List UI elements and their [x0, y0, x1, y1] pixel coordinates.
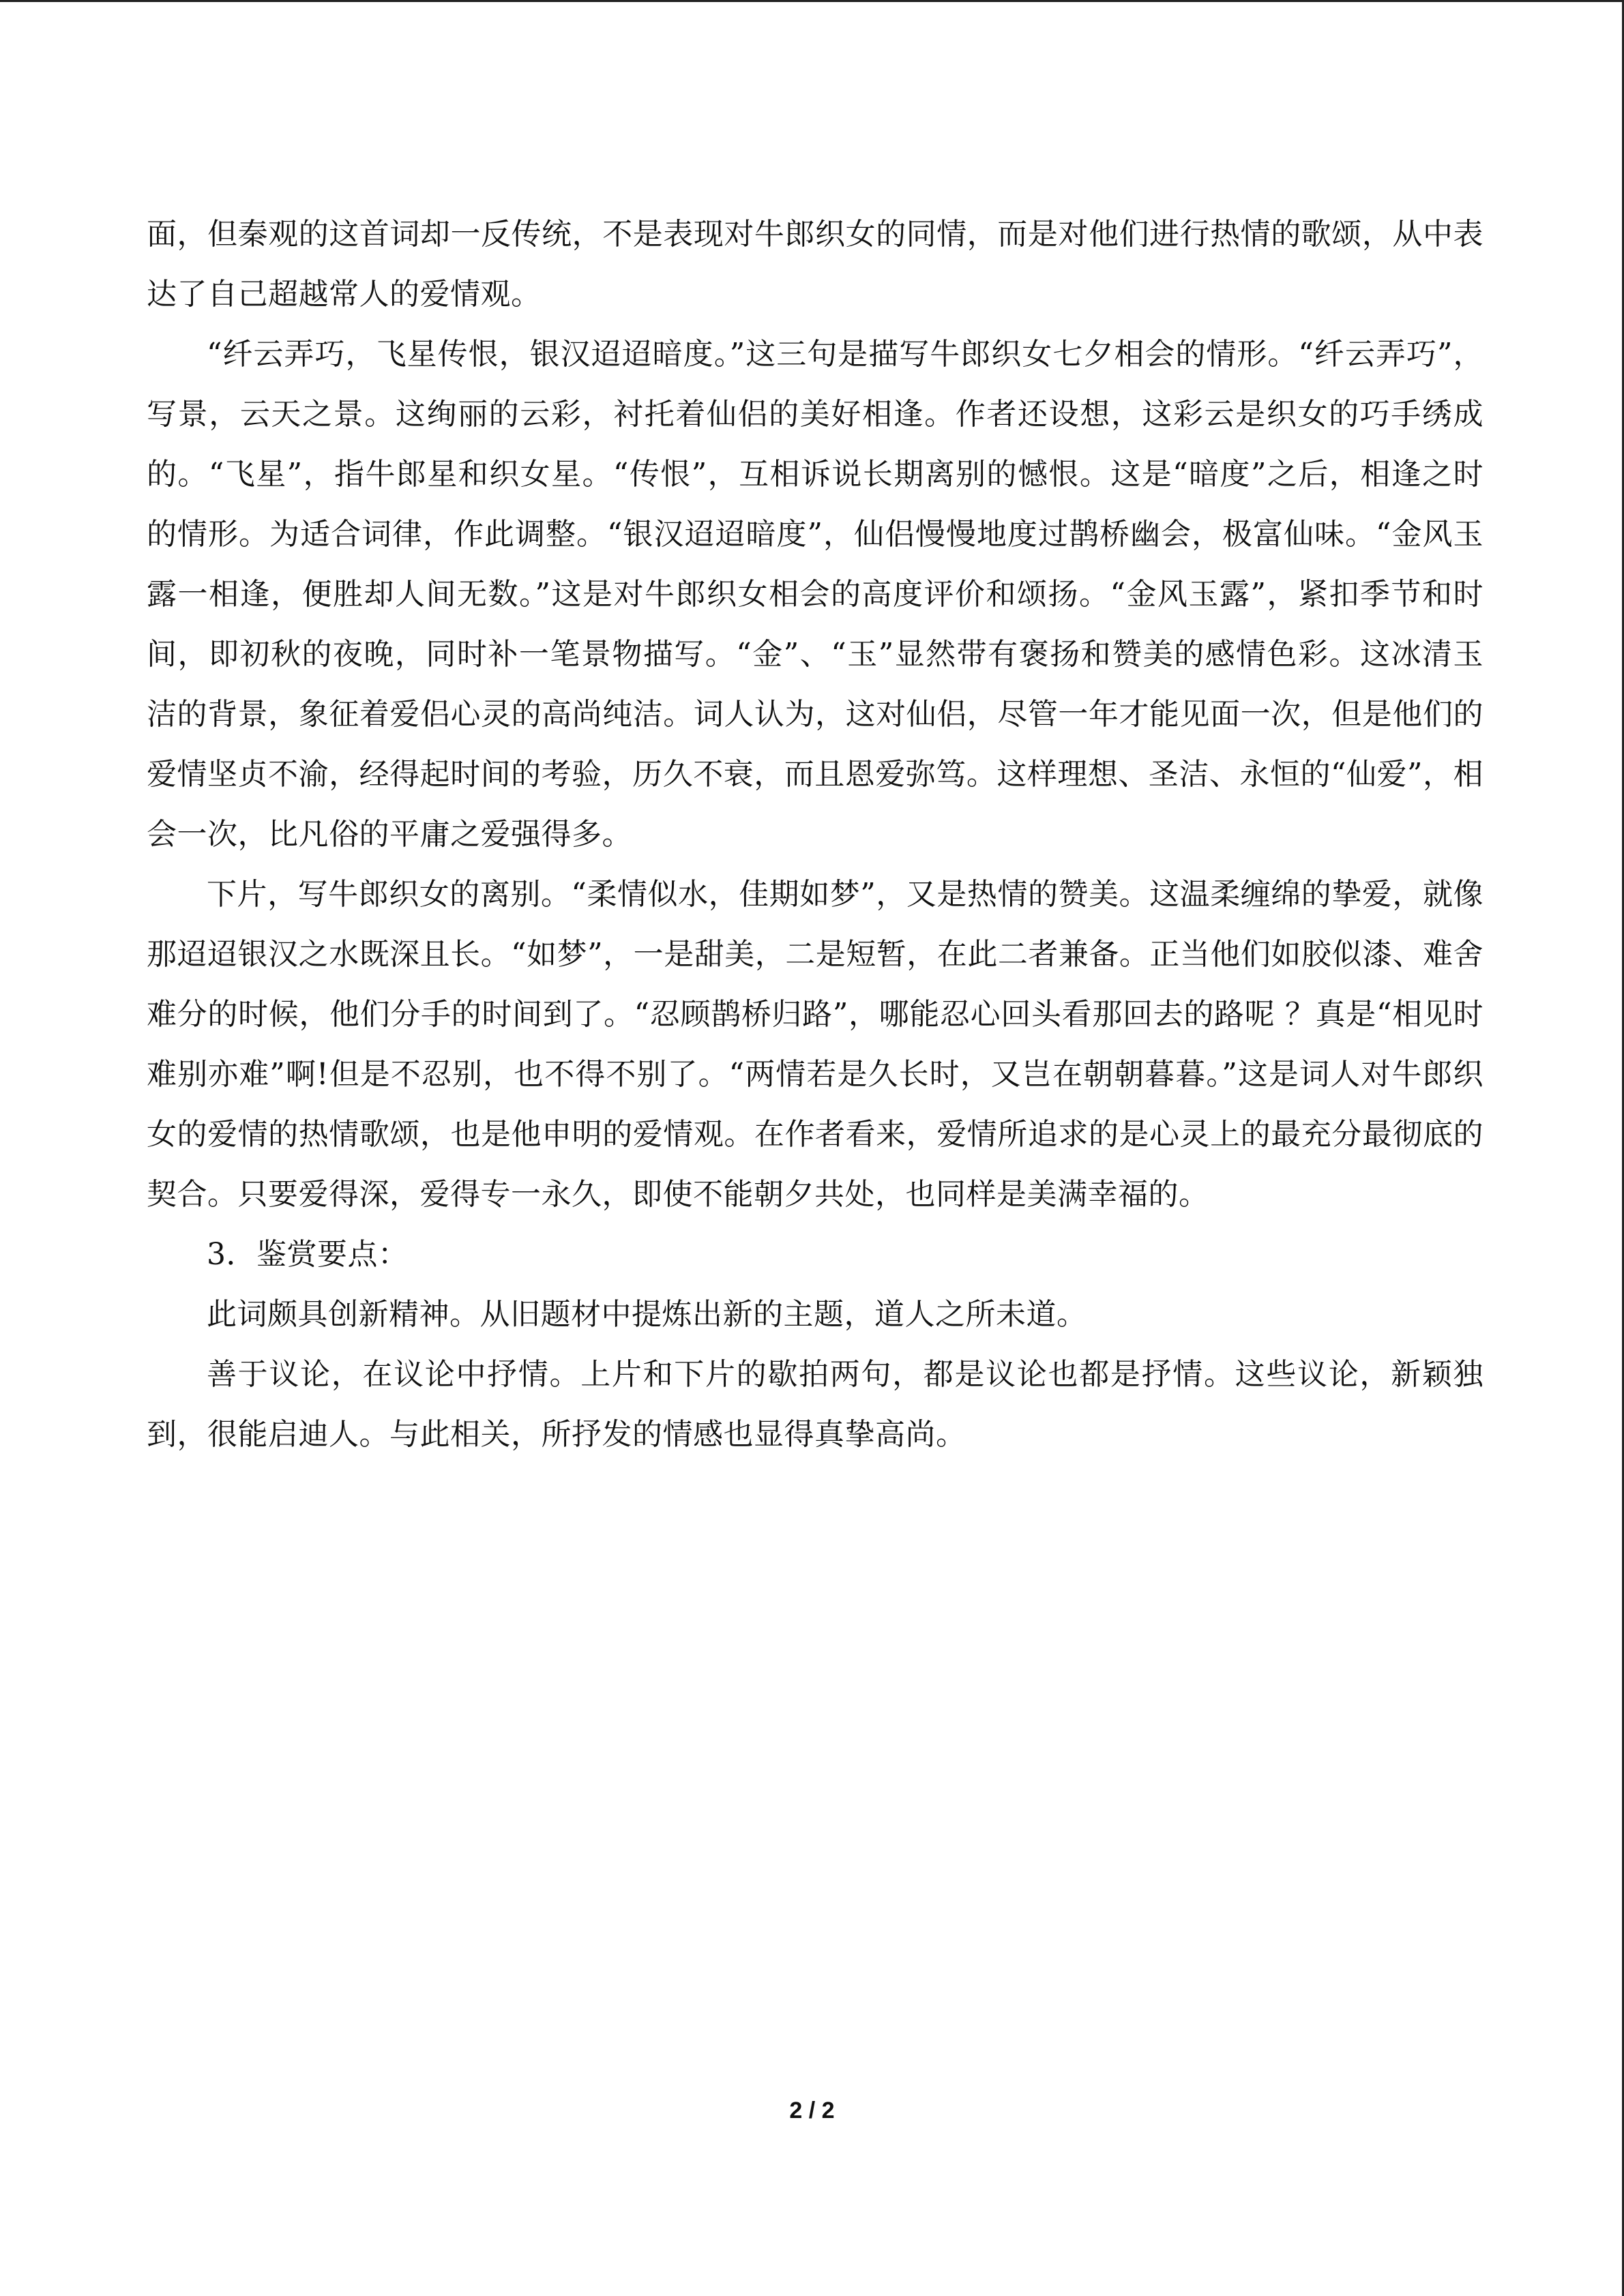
- page-top-border: [0, 0, 1624, 2]
- paragraph-lower-stanza-analysis: 下片，写牛郎织女的离别。“柔情似水，佳期如梦”，又是热情的赞美。这温柔缠绵的挚爱，就像那迢迢银汉之水既深且长。“如梦”，一是甜美，二是短暂，在此二者兼备。正当他们如胶似漆、难舍难分的时候，他们分手的时间到了。“忍顾鹊桥归路”，哪能忍心回头看那回去的路呢 ？真是“相见时难别亦难”啊!但是不忍别，也不得不别了。“两情若是久长时，又岂在朝朝暮暮。”这是词人对牛郎织女的爱情的热情歌颂，也是他申明的爱情观。在作者看来，爱情所追求的是心灵上的最充分最彻底的契合。只要爱得深，爱得专一永久，即使不能朝夕共处，也同样是美满幸福的。: [147, 877, 1483, 1212]
- page-number: 2 / 2: [789, 2098, 835, 2123]
- document-body: [147, 205, 1483, 1465]
- paragraph-intro-continued: 面，但秦观的这首词却一反传统，不是表现对牛郎织女的同情，而是对他们进行热情的歌颂，从中表达了自己超越常人的爱情观。: [147, 217, 1483, 312]
- section-heading-appreciation-points: 3．鉴赏要点：: [207, 1237, 409, 1272]
- paragraph-upper-stanza-analysis: “纤云弄巧，飞星传恨，银汉迢迢暗度。”这三句是描写牛郎织女七夕相会的情形。“纤云弄巧”，写景，云天之景。这绚丽的云彩，衬托着仙侣的美好相逢。作者还设想，这彩云是织女的巧手绣成的。“飞星”，指牛郎星和织女星。“传恨”，互相诉说长期离别的憾恨。这是“暗度”之后，相逢之时的情形。为适合词律，作此调整。“银汉迢迢暗度”，仙侣慢慢地度过鹊桥幽会，极富仙味。“金风玉露一相逢，便胜却人间无数。”这是对牛郎织女相会的高度评价和颂扬。“金风玉露”，紧扣季节和时间，即初秋的夜晚，同时补一笔景物描写。“金”、“玉”显然带有褒扬和赞美的感情色彩。这冰清玉洁的背景，象征着爱侣心灵的高尚纯洁。词人认为，这对仙侣，尽管一年才能见面一次，但是他们的爱情坚贞不渝，经得起时间的考验，历久不衰，而且恩爱弥笃。这样理想、圣洁、永恒的“仙爱”，相会一次，比凡俗的平庸之爱强得多。: [147, 337, 1483, 852]
- paragraph-point-argument-lyricism: 善于议论，在议论中抒情。上片和下片的歇拍两句，都是议论也都是抒情。这些议论，新颖独到，很能启迪人。与此相关，所抒发的情感也显得真挚高尚。: [147, 1357, 1483, 1452]
- paragraph-point-innovation: 此词颇具创新精神。从旧题材中提炼出新的主题，道人之所未道。: [207, 1297, 1087, 1332]
